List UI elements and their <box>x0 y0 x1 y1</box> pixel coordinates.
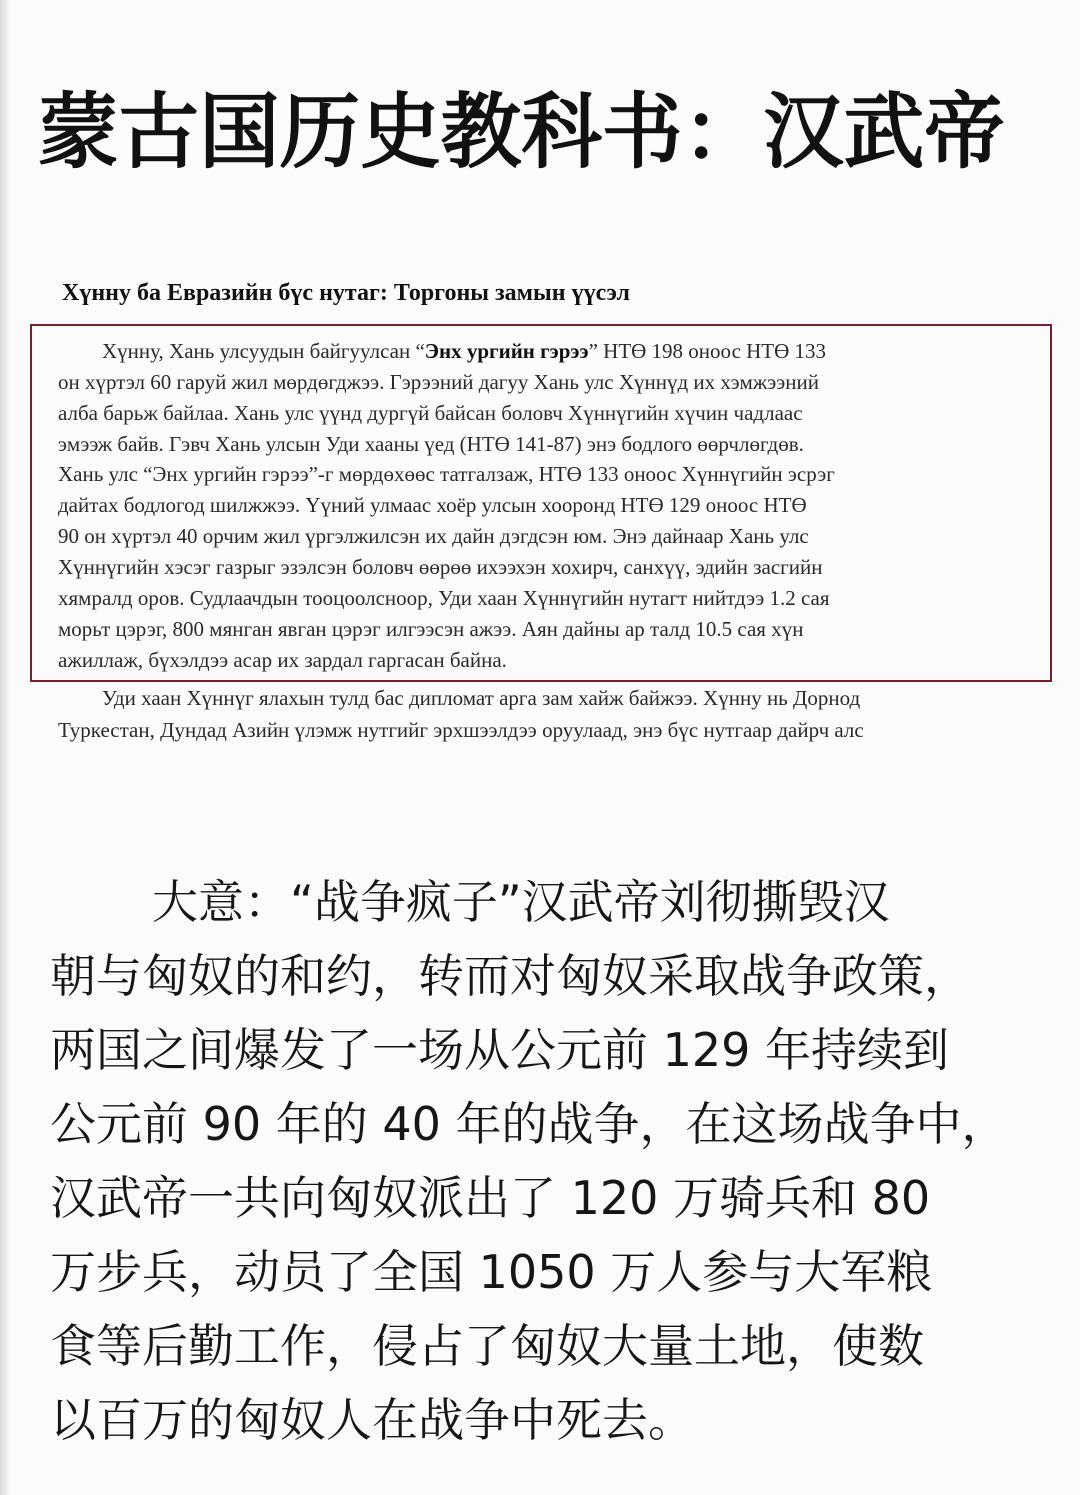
textbook-line: дайтах бодлогод шилжжээ. Үүний улмаас хоёр улсын хооронд НТӨ 129 оноос НТӨ <box>58 493 807 517</box>
textbook-line-after-box: Уди хаан Хүннүг ялахын тулд бас дипломат арга зам хайж байжээ. Хүнну нь Дорнод <box>102 686 861 710</box>
page-edge-shadow <box>0 0 9 1495</box>
summary-line: 食等后勤工作，侵占了匈奴大量土地，使数 <box>50 1319 924 1373</box>
textbook-line-end: ” НТӨ 198 оноос НТӨ 133 <box>588 339 827 363</box>
treaty-name: Энх ургийн гэрээ <box>424 339 589 363</box>
summary-line: 大意：“战争疯子”汉武帝刘彻撕毁汉 <box>152 875 890 929</box>
summary-line: 两国之间爆发了一场从公元前 129 年持续到 <box>50 1023 950 1077</box>
textbook-line: эмээж байв. Гэвч Хань улсын Уди хааны үед (НТӨ 141-87) энэ бодлого өөрчлөгдөв. <box>58 432 804 456</box>
summary-line: 以百万的匈奴人在战争中死去。 <box>50 1393 694 1447</box>
textbook-line: Хүннүгийн хэсэг газрыг эзэлсэн боловч өөрөө ихээхэн хохирч, санхүү, эдийн засгийн <box>58 555 823 579</box>
textbook-line: ажиллаж, бүхэлдээ асар их зардал гаргасан байна. <box>58 648 507 672</box>
section-heading: Хүнну ба Евразийн бүс нутаг: Торгоны замын үүсэл <box>62 280 630 306</box>
textbook-line: Хань улс “Энх ургийн гэрээ”-г мөрдөхөөс татгалзаж, НТӨ 133 оноос Хүннүгийн эсрэг <box>58 462 835 486</box>
page-title: 蒙古国历史教科书：汉武帝 <box>38 85 1005 180</box>
summary-line: 朝与匈奴的和约，转而对匈奴采取战争政策， <box>50 949 970 1003</box>
textbook-line: алба барьж байлаа. Хань улс үүнд дургүй байсан боловч Хүннүгийн хүчин чадлаас <box>58 401 803 425</box>
summary-line: 公元前 90 年的 40 年的战争，在这场战争中， <box>50 1097 1008 1151</box>
textbook-line <box>102 338 826 364</box>
summary-line: 万步兵，动员了全国 1050 万人参与大军粮 <box>50 1245 933 1299</box>
textbook-line-start: Хүнну, Хань улсуудын байгуулсан “ <box>102 339 425 363</box>
textbook-line: он хүртэл 60 гаруй жил мөрдөгджээ. Гэрээний дагуу Хань улс Хүннүд их хэмжээний <box>58 370 820 394</box>
textbook-line: морьт цэрэг, 800 мянган явган цэрэг илгээсэн ажээ. Аян дайны ар талд 10.5 сая хүн <box>58 617 804 641</box>
summary-line: 汉武帝一共向匈奴派出了 120 万骑兵和 80 <box>50 1171 931 1225</box>
textbook-line: хямралд оров. Судлаачдын тооцоолсноор, Уди хаан Хүннүгийн нутагт нийтдээ 1.2 сая <box>58 586 830 610</box>
textbook-line: 90 он хүртэл 40 орчим жил үргэлжилсэн их дайн дэгдсэн юм. Энэ дайнаар Хань улс <box>58 524 809 548</box>
textbook-line-after-box: Туркестан, Дундад Азийн үлэмж нутгийг эрхшээлдээ оруулаад, энэ бүс нутгаар дайрч алс <box>58 718 864 742</box>
